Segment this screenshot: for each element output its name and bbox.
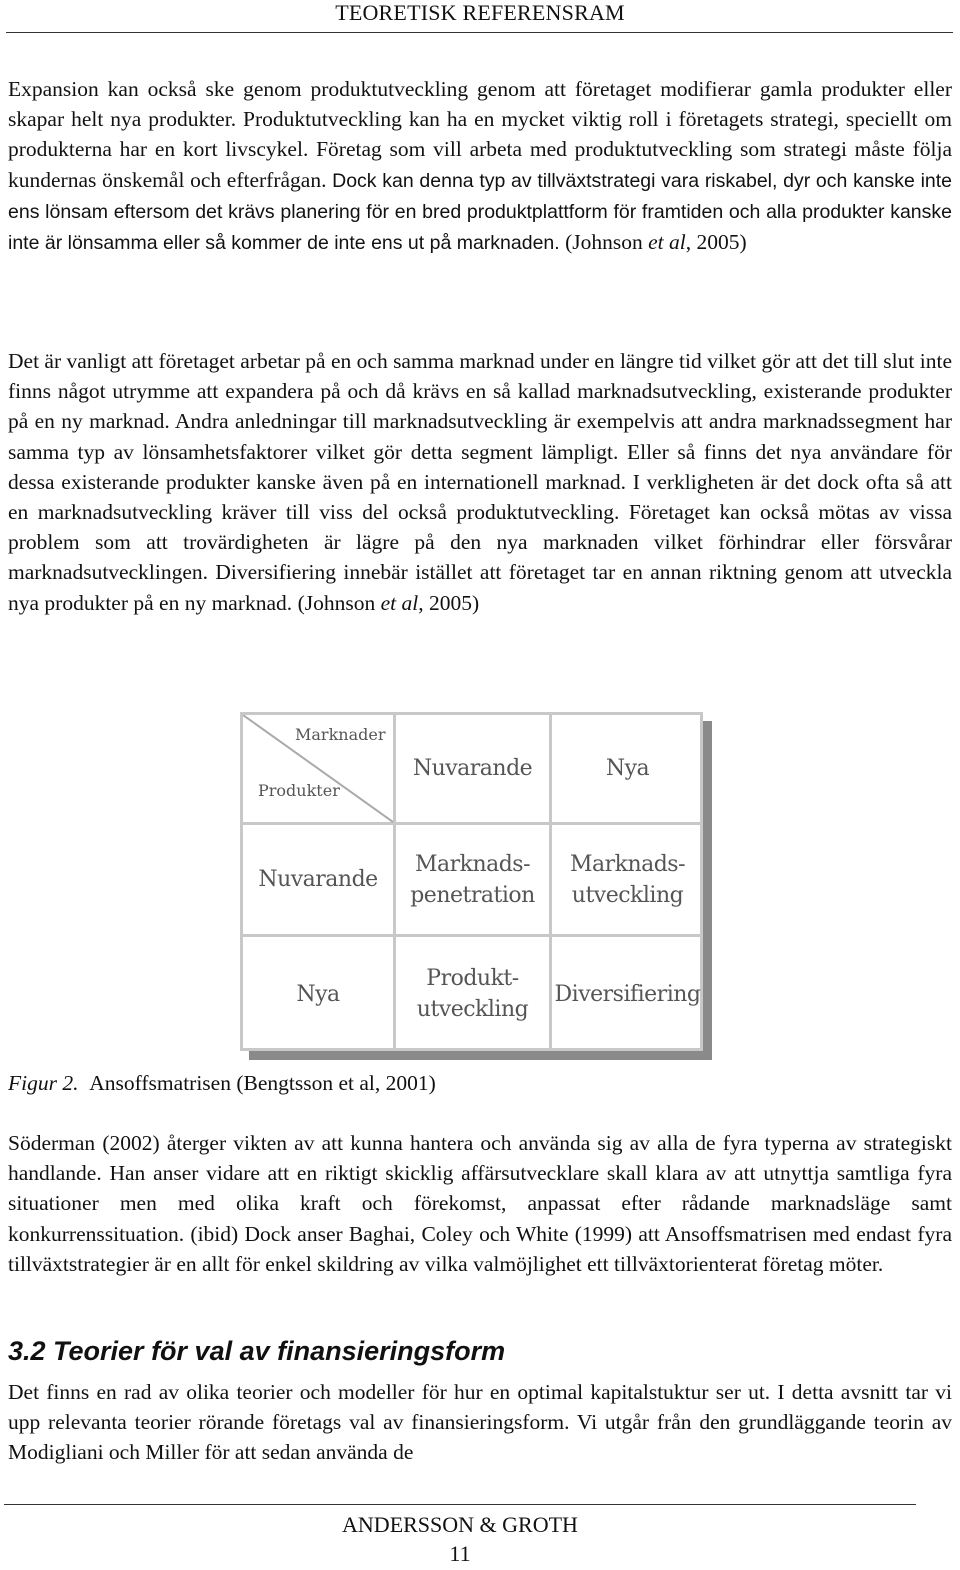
cell-label: utveckling bbox=[571, 882, 684, 908]
matrix-grid bbox=[240, 712, 703, 1051]
figure-label: Figur 2. bbox=[8, 1071, 79, 1095]
citation-etal: et al bbox=[648, 230, 686, 255]
column-header-current bbox=[396, 715, 549, 822]
cell-market-penetration bbox=[396, 825, 549, 934]
column-header-new bbox=[552, 715, 703, 822]
cell-product-development bbox=[396, 937, 549, 1051]
section-heading: 3.2 Teorier för val av finansieringsform bbox=[8, 1336, 506, 1366]
footer-rule bbox=[4, 1504, 916, 1505]
citation-author: (Johnson bbox=[297, 590, 381, 615]
citation-year: , 2005) bbox=[418, 590, 480, 615]
figure-caption-text: Ansoffsmatrisen (Bengtsson et al, 2001) bbox=[89, 1071, 436, 1095]
row-header-new bbox=[243, 937, 393, 1051]
paragraph-financing-theories: Det finns en rad av olika teorier och modeller för hur en optimal kapitalstuktur ser ut. I detta avsnitt tar vi upp relevanta teorier rörande företags val av finansieringsform. Vi utgår från den grundläggande teorin av Modigliani och Miller för att sedan använda de bbox=[8, 1380, 952, 1465]
row-header-current bbox=[243, 825, 393, 934]
corner-label-products: Produkter bbox=[258, 781, 340, 800]
citation-author: (Johnson bbox=[565, 230, 649, 255]
running-header: TEORETISK REFERENSRAM bbox=[335, 0, 625, 25]
ansoff-matrix-figure bbox=[240, 712, 703, 1051]
figure-caption bbox=[8, 1068, 436, 1098]
cell-label: Produkt- bbox=[426, 966, 519, 991]
cell-label: Nya bbox=[605, 756, 650, 781]
citation bbox=[565, 230, 747, 254]
paragraph-soderman: Söderman (2002) återger vikten av att kunna hantera och använda sig av alla de fyra typerna av strategiskt handlande. Han anser vidare att en riktigt skicklig affärsutvecklare skall klara av att utnyttja samtliga fyra situationer men med olika kraft och förekomst, anpassat efter rådande marknadsläge samt konkurrenssituation. (ibid) Dock anser Baghai, Coley och White (1999) att Ansoffsmatrisen med endast fyra tillväxtstrategier är en allt för enkel skildring av vilka valmöjlighet ett tillväxtorienterat företag möter. bbox=[8, 1131, 952, 1276]
paragraph-product-development bbox=[8, 74, 952, 258]
cell-diversification bbox=[552, 937, 703, 1051]
cell-label: Nuvarande bbox=[412, 756, 533, 781]
citation-year: , 2005) bbox=[685, 230, 747, 255]
cell-label: penetration bbox=[410, 882, 535, 908]
page-number: 11 bbox=[449, 1541, 471, 1566]
corner-label-markets: Marknader bbox=[295, 725, 386, 744]
cell-market-development bbox=[552, 825, 703, 934]
paragraph-text: Det är vanligt att företaget arbetar på en och samma marknad under en längre tid vilket gör att det till slut inte finns något utrymme att expandera på och då krävs en så kallad marknadsutveckling, existerande produkter på en ny marknad. Andra anledningar till marknadsutveckling är exempelvis att andra marknadssegment har samma typ av lönsamhetsfaktorer vilket gör detta segment lämpligt. Eller så finns det nya användare för dessa existerande produkter kanske även på en internationell marknad. I verkligheten är det dock ofta så att en marknadsutveckling kräver till viss del också produktutveckling. Företaget kan också mötas av vissa problem som att trovärdigheten är lägre på den nya marknaden vilket förhindrar eller försvårar marknadsutvecklingen. Diversifiering innebär istället att företaget tar en annan riktning genom att utveckla nya produkter på en ny marknad. bbox=[8, 349, 952, 615]
cell-label: Nuvarande bbox=[258, 867, 378, 892]
header-rule bbox=[6, 32, 953, 33]
footer-authors: ANDERSSON & GROTH bbox=[342, 1512, 578, 1537]
paragraph-text-sans: Dock kan denna typ av tillväxtstrategi vara riskabel, dyr och kanske inte ens lönsam eftersom det krävs planering för en bred produktplattform för framtiden och alla produkter kanske inte är lönsamma eller så kommer de inte ens ut på marknaden. bbox=[8, 169, 953, 255]
paragraph-text: Expansion kan också ske genom produktutveckling genom att företaget modifierar gamla produkter eller skapar helt nya produkter. Produktutveckling kan ha en mycket viktig roll i företagets strategi, speciellt om produkterna har en kort livscykel. Företag som vill arbeta med produktutveckling som strategi måste följa kundernas önskemål och efterfrågan. bbox=[8, 77, 952, 192]
cell-label: Marknads- bbox=[569, 851, 686, 877]
cell-label: utveckling bbox=[416, 997, 529, 1022]
cell-label: Marknads- bbox=[414, 851, 531, 877]
citation bbox=[298, 591, 480, 615]
paragraph-market-development bbox=[8, 346, 952, 618]
cell-label: Diversifiering bbox=[554, 981, 701, 1007]
citation-etal: et al bbox=[380, 590, 419, 615]
cell-label: Nya bbox=[296, 981, 340, 1007]
